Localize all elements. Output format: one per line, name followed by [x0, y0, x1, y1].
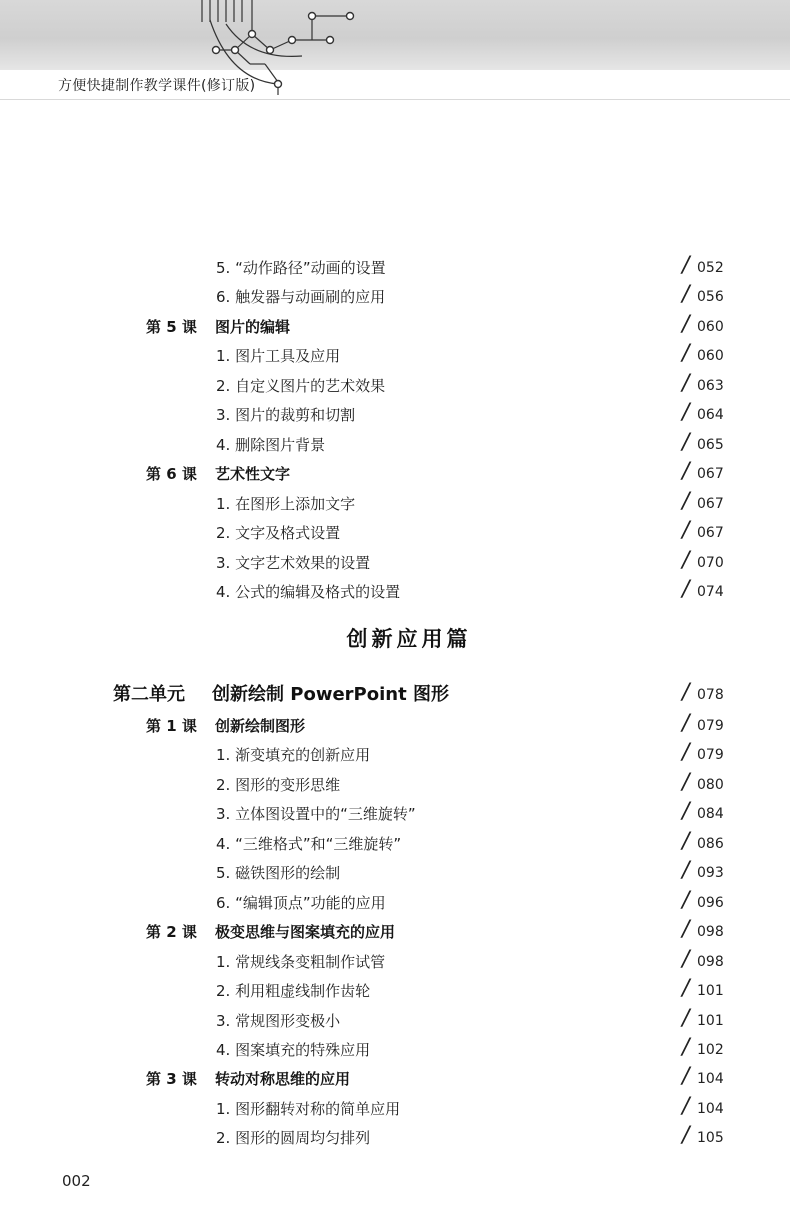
toc-item-title: 1. 图片工具及应用 [216, 347, 341, 366]
toc-page-number: 096 [697, 894, 724, 911]
toc-page-number: 093 [697, 865, 724, 882]
toc-page-number: 060 [697, 318, 724, 335]
toc-item-title: 2. 利用粗虚线制作齿轮 [216, 982, 371, 1001]
toc-page-number: 080 [697, 776, 724, 793]
toc-page-number: 052 [697, 260, 724, 276]
page-slash: / [682, 1093, 690, 1119]
page-slash: / [682, 488, 690, 514]
page-slash: / [682, 680, 690, 705]
toc-page-number: 056 [697, 289, 724, 306]
toc-page-number: 070 [697, 554, 724, 571]
toc-item-title: 3. 立体图设置中的“三维旋转” [216, 805, 416, 824]
page-slash: / [682, 400, 690, 426]
toc-item-row[interactable] [0, 400, 790, 430]
toc-item-title: 2. 文字及格式设置 [216, 524, 341, 543]
toc-page-number: 067 [697, 495, 724, 512]
toc-item-title: 5. “动作路径”动画的设置 [216, 259, 386, 277]
toc-page-number: 101 [697, 983, 724, 1000]
lesson-title: 创新绘制图形 [215, 717, 306, 735]
page-slash: / [682, 1123, 690, 1149]
toc-item-title: 6. 触发器与动画刷的应用 [216, 288, 386, 307]
page-slash: / [682, 547, 690, 573]
toc-page-number: 067 [697, 525, 724, 542]
toc-item-row[interactable] [0, 858, 790, 888]
page-slash: / [682, 518, 690, 544]
toc-page-number: 104 [697, 1071, 724, 1088]
toc-item-row[interactable] [0, 829, 790, 859]
toc-item-title: 2. 图形的变形思维 [216, 775, 341, 794]
page-slash: / [682, 253, 690, 278]
page-slash: / [682, 311, 690, 337]
lesson-title: 艺术性文字 [215, 465, 291, 484]
toc-item-title: 5. 磁铁图形的绘制 [216, 864, 341, 883]
page-slash: / [682, 1005, 690, 1031]
toc-item-row[interactable] [0, 947, 790, 977]
page-slash: / [682, 946, 690, 972]
lesson-title: 图片的编辑 [215, 317, 291, 336]
lesson-title: 极变思维与图案填充的应用 [215, 923, 396, 942]
unit-number: 第二单元 [113, 684, 185, 705]
toc-item-row[interactable] [0, 1123, 790, 1153]
toc-page-number: 063 [697, 377, 724, 394]
page-slash: / [682, 976, 690, 1002]
toc-item-row[interactable] [0, 1035, 790, 1065]
toc-page-number: 074 [697, 583, 724, 600]
page-slash: / [682, 917, 690, 943]
toc-page-number: 084 [697, 806, 724, 823]
toc-item-title: 4. 图案填充的特殊应用 [216, 1040, 371, 1059]
toc-item-row[interactable] [0, 1006, 790, 1036]
toc-item-title: 1. 在图形上添加文字 [216, 494, 356, 513]
toc-page-number: 067 [697, 466, 724, 483]
toc-unit-row[interactable] [0, 680, 790, 710]
toc-item-row[interactable] [0, 518, 790, 548]
page-slash: / [682, 828, 690, 854]
section-title: 创新应用篇 [346, 627, 472, 651]
page-slash: / [682, 740, 690, 766]
toc-lesson-row[interactable] [0, 711, 790, 741]
toc-page-number: 078 [697, 687, 724, 703]
lesson-number: 第 6 课 [146, 465, 197, 484]
lesson-number: 第 5 课 [146, 317, 197, 336]
toc-item-row[interactable] [0, 253, 790, 283]
page-slash: / [682, 429, 690, 455]
toc-lesson-row[interactable] [0, 917, 790, 947]
toc-item-title: 4. 公式的编辑及格式的设置 [216, 582, 401, 601]
page-number: 002 [62, 1172, 91, 1190]
toc-item-row[interactable] [0, 740, 790, 770]
toc-item-title: 4. “三维格式”和“三维旋转” [216, 834, 402, 853]
page-slash: / [682, 858, 690, 884]
lesson-number: 第 1 课 [146, 717, 197, 735]
book-title: 方便快捷制作教学课件(修订版) [58, 78, 256, 94]
toc-lesson-row[interactable] [0, 1064, 790, 1094]
page-slash: / [682, 887, 690, 913]
toc-page-number: 098 [697, 924, 724, 941]
toc-item-title: 2. 图形的圆周均匀排列 [216, 1129, 371, 1148]
lesson-title: 转动对称思维的应用 [215, 1070, 351, 1089]
page-slash: / [682, 282, 690, 308]
toc-item-title: 4. 删除图片背景 [216, 435, 326, 454]
page-slash: / [682, 1064, 690, 1090]
toc-lesson-row[interactable] [0, 459, 790, 489]
toc-item-row[interactable] [0, 489, 790, 519]
toc-item-title: 1. 渐变填充的创新应用 [216, 746, 371, 765]
toc-page-number: 064 [697, 407, 724, 424]
page-slash: / [682, 799, 690, 825]
toc-item-row[interactable] [0, 371, 790, 401]
toc-item-row[interactable] [0, 577, 790, 607]
toc-lesson-row[interactable] [0, 312, 790, 342]
lesson-number: 第 3 课 [146, 1070, 197, 1089]
toc-item-row[interactable] [0, 888, 790, 918]
toc-item-row[interactable] [0, 1094, 790, 1124]
toc-item-title: 1. 图形翻转对称的简单应用 [216, 1099, 401, 1118]
toc-page-number: 079 [697, 747, 724, 764]
page-slash: / [682, 341, 690, 367]
toc-item-row[interactable] [0, 799, 790, 829]
toc-page-number: 065 [697, 436, 724, 453]
toc-item-row[interactable] [0, 770, 790, 800]
toc-item-title: 3. 常规图形变极小 [216, 1011, 341, 1030]
page-slash: / [682, 370, 690, 396]
toc-item-row[interactable] [0, 548, 790, 578]
toc-page-number: 105 [697, 1130, 724, 1147]
lesson-number: 第 2 课 [146, 923, 197, 942]
toc-page-number: 102 [697, 1041, 724, 1058]
toc-item-title: 3. 文字艺术效果的设置 [216, 553, 371, 572]
toc-page-number: 104 [697, 1100, 724, 1117]
page-slash: / [682, 711, 690, 736]
toc-item-title: 6. “编辑顶点”功能的应用 [216, 893, 386, 912]
toc-page-number: 086 [697, 835, 724, 852]
toc-item-row[interactable] [0, 430, 790, 460]
page-slash: / [682, 576, 690, 602]
toc-item-title: 3. 图片的裁剪和切割 [216, 406, 356, 425]
toc-item-row[interactable] [0, 341, 790, 371]
toc-page-number: 079 [697, 718, 724, 734]
toc-page-number: 060 [697, 348, 724, 365]
toc-item-row[interactable] [0, 976, 790, 1006]
page-slash: / [682, 1034, 690, 1060]
toc-page-number: 101 [697, 1012, 724, 1029]
toc-item-row[interactable] [0, 282, 790, 312]
page-slash: / [682, 459, 690, 485]
page-slash: / [682, 769, 690, 795]
toc-item-title: 2. 自定义图片的艺术效果 [216, 376, 386, 395]
toc-page-number: 098 [697, 953, 724, 970]
unit-title: 创新绘制 PowerPoint 图形 [212, 684, 449, 705]
toc-item-title: 1. 常规线条变粗制作试管 [216, 952, 386, 971]
